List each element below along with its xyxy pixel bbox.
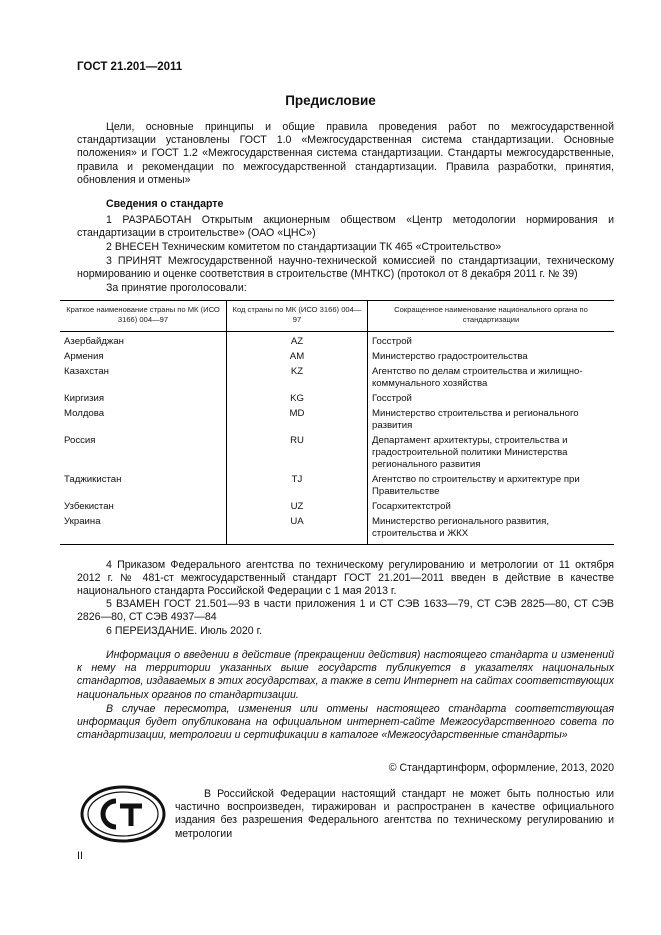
item-order: 4 Приказом Федерального агентства по техническому регулированию и метрологии от 11 октября 2012 г. № 481-ст межгосударственный стандарт ГОСТ 21.201—2011 введен в действие в качестве национального стандарта Российской Федерации с 1 мая 2013 г. — [77, 559, 614, 598]
code-cell: MD — [227, 408, 368, 435]
body-cell: Госархитектстрой — [368, 501, 615, 516]
item-adopted: 3 ПРИНЯТ Межгосударственной научно-технической комиссией по стандартизации, техническому нормированию и оценке соответствия в строительстве (МНТКС) (протокол от 8 декабря 2011 г. № 39) — [77, 255, 614, 281]
header-body: Сокращенное наименование национального органа по стандартизации — [368, 301, 615, 332]
code-cell: KG — [227, 393, 368, 408]
code-cell: UZ — [227, 501, 368, 516]
body-cell: Министерство строительства и регионального развития — [368, 408, 615, 435]
code-cell: AM — [227, 351, 368, 366]
code-cell: RU — [227, 435, 368, 474]
table-row — [60, 435, 614, 474]
body-cell: Госстрой — [368, 393, 615, 408]
page-number: II — [77, 850, 83, 862]
code-cell: TJ — [227, 474, 368, 501]
table-row — [60, 332, 614, 352]
table-row — [60, 366, 614, 393]
body-cell: Департамент архитектуры, строительства и градостроительной политики Министерства регионального развития — [368, 435, 615, 474]
country-cell: Таджикистан — [64, 474, 122, 485]
body-cell: Министерство регионального развития, строительства и ЖКХ — [368, 516, 615, 545]
table-header-row — [60, 301, 614, 332]
country-cell: Киргизия — [64, 393, 105, 404]
gost-logo-icon — [80, 784, 166, 844]
country-cell: Армения — [64, 351, 104, 362]
item-developed: 1 РАЗРАБОТАН Открытым акционерным обществом «Центр методологии нормирования и стандартизации в строительстве» (ОАО «ЦНС») — [77, 214, 614, 240]
item-replaces: 5 ВЗАМЕН ГОСТ 21.501—93 в части приложения 1 и СТ СЭВ 1633—79, СТ СЭВ 2825—80, СТ СЭВ 2826—80, СТ СЭВ 4937—84 — [77, 598, 614, 624]
reproduction-notice: В Российской Федерации настоящий стандарт не может быть полностью или частично воспроизведен, тиражирован и распространен в качестве официального издания без разрешения Федерального агентства по техническому регулированию и метрологии — [175, 788, 614, 840]
item-reissue: 6 ПЕРЕИЗДАНИЕ. Июль 2020 г. — [106, 625, 263, 637]
section-heading: Сведения о стандарте — [106, 198, 224, 210]
table-row — [60, 516, 614, 545]
table-row — [60, 474, 614, 501]
code-cell: KZ — [227, 366, 368, 393]
table-row — [60, 501, 614, 516]
intro-paragraph: Цели, основные принципы и общие правила проведения работ по межгосударственной стандартизации установлены ГОСТ 1.0 «Межгосударственная система стандартизации. Основные положения» и ГОСТ 1.2 «Межгосударственная система стандартизации. Стандарты межгосударственные, правила и рекомендации по межгосударственной стандартизации. Правила разработки, принятия, обновления и отмены» — [77, 121, 614, 186]
note-introduction: Информация о введении в действие (прекращении действия) настоящего стандарта и изменений к нему на территории указанных выше государств публикуется в указателях национальных стандартов, издаваемых в этих государствах, а также в сети Интернет на сайтах соответствующих национальных органов по стандартизации. — [77, 649, 614, 701]
body-cell: Госстрой — [368, 332, 615, 352]
voting-table — [60, 300, 614, 545]
header-country: Краткое наименование страны по МК (ИСО 3166) 004—97 — [60, 301, 227, 332]
body-cell: Министерство градостроительства — [368, 351, 615, 366]
code-cell: AZ — [227, 332, 368, 352]
country-cell: Украина — [60, 516, 227, 545]
code-cell: UA — [227, 516, 368, 545]
country-cell: Узбекистан — [64, 501, 114, 512]
item-voted: За принятие проголосовали: — [106, 282, 247, 294]
table-row — [60, 351, 614, 366]
note-revision: В случае пересмотра, изменения или отмены настоящего стандарта соответствующая информация будет опубликована на официальном интернет-сайте Межгосударственного совета по стандартизации, метрологии и сертификации в каталоге «Межгосударственные стандарты» — [77, 703, 614, 742]
item-submitted: 2 ВНЕСЕН Техническим комитетом по стандартизации ТК 465 «Строительство» — [106, 241, 502, 253]
table-row — [60, 408, 614, 435]
header-code: Код страны по МК (ИСО 3166) 004—97 — [227, 301, 368, 332]
table-row — [60, 393, 614, 408]
document-code: ГОСТ 21.201—2011 — [77, 61, 183, 73]
copyright: © Стандартинформ, оформление, 2013, 2020 — [388, 762, 614, 774]
body-cell: Агентство по строительству и архитектуре при Правительстве — [368, 474, 615, 501]
country-cell: Казахстан — [64, 366, 109, 377]
country-cell: Молдова — [64, 408, 105, 419]
body-cell: Агентство по делам строительства и жилищно-коммунального хозяйства — [368, 366, 615, 393]
page-title: Предисловие — [285, 93, 376, 108]
country-cell: Азербайджан — [64, 336, 124, 347]
country-cell: Россия — [64, 435, 96, 446]
